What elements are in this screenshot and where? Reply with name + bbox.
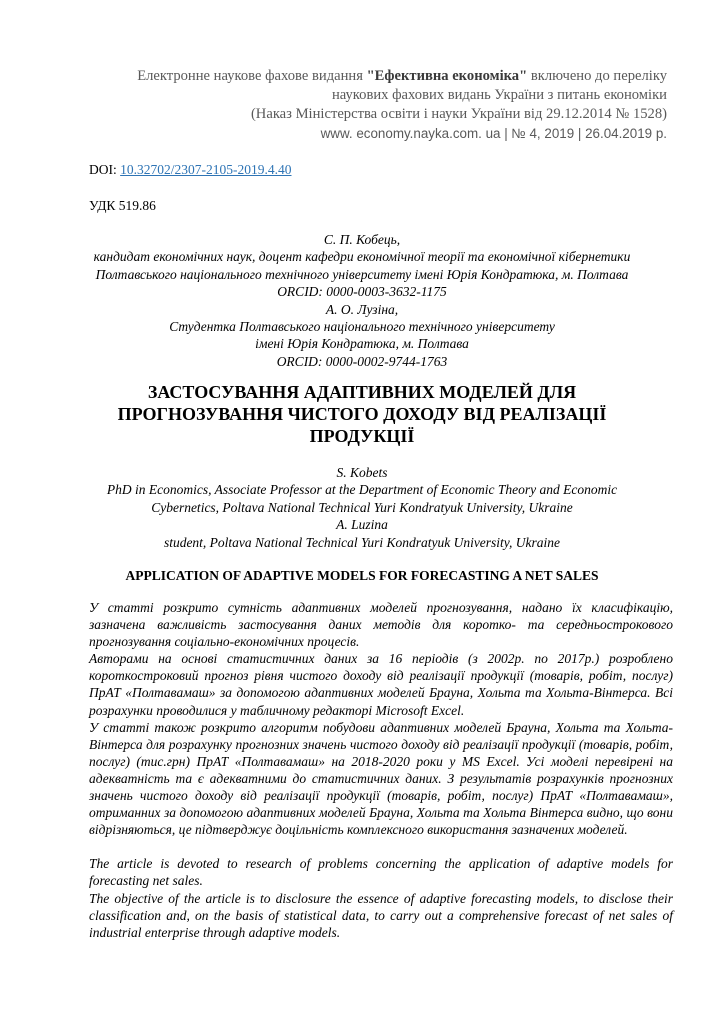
- article-title-ua: ЗАСТОСУВАННЯ АДАПТИВНИХ МОДЕЛЕЙ ДЛЯ ПРОГНОЗУВАННЯ ЧИСТОГО ДОХОДУ ВІД РЕАЛІЗАЦІЇ ПРОДУКЦІЇ: [117, 382, 607, 446]
- header-line-2: наукових фахових видань України з питань економіки: [331, 87, 667, 103]
- author-line: ORCID: 0000-0002-9744-1763: [276, 353, 448, 369]
- header-text: Електронне наукове фахове видання: [137, 68, 367, 84]
- author-line: Студентка Полтавського національного технічного університету: [169, 319, 555, 335]
- udk-code: УДК 519.86: [89, 198, 156, 213]
- header-line-1: [67, 67, 667, 86]
- header-line-4: www. economy.nayka.com. ua | № 4, 2019 | 26.04.2019 р.: [320, 126, 667, 141]
- abstract-en-paragraph: The objective of the article is to disclosure the essence of adaptive forecasting models, to disclose their classification and, on the basis of statistical data, to carry out a comprehensive forecast of net sales of industrial enterprise through adaptive models.: [89, 890, 673, 940]
- author-line: student, Poltava National Technical Yuri Kondratyuk University, Ukraine: [163, 534, 561, 550]
- author-line: С. П. Кобець,: [323, 232, 401, 247]
- abstract-ua-paragraph: У статті розкрито сутність адаптивних моделей прогнозування, надано їх класифікацію, зазначена важливість застосування даних методів для коротко- та середньострокового прогнозування соціально-економічних процесів.: [89, 600, 673, 650]
- author-line: кандидат економічних наук, доцент кафедри економічної теорії та економічної кібернетики: [93, 249, 631, 265]
- abstract-ua-paragraph: Авторами на основі статистичних даних за 16 періодів (з 2002р. по 2017р.) розроблено короткостроковий прогноз рівня чистого доходу від реалізації продукції (товарів, робіт, послуг) ПрАТ «Полтавамаш» за допомогою адаптивних моделей Брауна, Хольта та Хольта-Вінтерса. Всі розрахунки проводилися у табличному редакторі Microsoft Excel.: [89, 651, 673, 718]
- doi-label: DOI:: [89, 162, 121, 177]
- author-line: імені Юрія Кондратюка, м. Полтава: [255, 336, 469, 352]
- header-line-3: (Наказ Міністерства освіти і науки України від 29.12.2014 № 1528): [250, 106, 667, 122]
- header-text: включено до переліку: [527, 68, 667, 84]
- abstract-ua-paragraph: У статті також розкрито алгоритм побудови адаптивних моделей Брауна, Хольта та Хольта-Вінтерса для розрахунку прогнозних значень чистого доходу від реалізації продукції (товарів, робіт, послуг) (тис.грн) ПрАТ «Полтавамаш» на 2018-2020 роки у MS Excel. Усі моделі перевірені на адекватність та є адекватними до статистичних даних. З результатів розрахунків прогнозних значень чистого доходу від реалізації продукції (товарів, робіт, послуг) ПрАТ «Полтавамаш», отриманних за допомогою адаптивних моделей Брауна, Хольта та Хольта Вінтерса видно, що вони відрізняються, це підтверджує доцільність комплексного використання зазначених моделей.: [89, 719, 673, 838]
- author-line: Cybernetics, Poltava National Technical Yuri Kondratyuk University, Ukraine: [151, 499, 573, 515]
- author-line: S. Kobets: [336, 465, 388, 480]
- author-line: Полтавського національного технічного університету імені Юрія Кондратюка, м. Полтава: [95, 266, 629, 282]
- abstract: [89, 599, 673, 941]
- article-title-en: APPLICATION OF ADAPTIVE MODELS FOR FORECASTING A NET SALES: [125, 568, 599, 583]
- author-line: PhD in Economics, Associate Professor at the Department of Economic Theory and Economic: [106, 482, 618, 498]
- doi-link[interactable]: 10.32702/2307-2105-2019.4.40: [120, 162, 292, 177]
- author-line: А. О. Лузіна,: [325, 301, 399, 317]
- abstract-en-paragraph: The article is devoted to research of problems concerning the application of adaptive models for forecasting net sales.: [89, 856, 673, 889]
- paragraph-gap: [89, 838, 673, 855]
- author-line: ORCID: 0000-0003-3632-1175: [277, 284, 447, 300]
- authors-en: [60, 464, 664, 551]
- journal-header: [67, 67, 667, 143]
- doi: [89, 162, 292, 178]
- author-line: A. Luzina: [336, 517, 388, 533]
- journal-name: "Ефективна економіка": [366, 68, 528, 84]
- authors-ua: [60, 231, 664, 370]
